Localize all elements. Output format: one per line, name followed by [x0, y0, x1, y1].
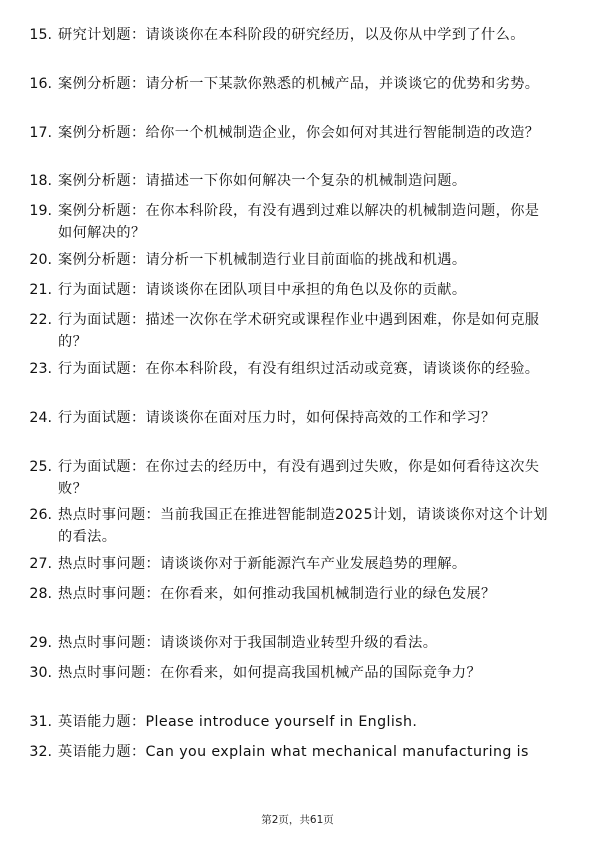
question-text: 研究计划题：请谈谈你在本科阶段的研究经历，以及你从中学到了什么。 — [58, 27, 525, 43]
list-item — [0, 583, 595, 629]
list-item — [0, 200, 595, 246]
question-number: 30. — [29, 664, 52, 681]
question-text: 行为面试题：在你过去的经历中，有没有遇到过失败，你是如何看待这次失败？ — [58, 458, 540, 497]
question-text: 案例分析题：请描述一下你如何解决一个复杂的机械制造问题。 — [58, 173, 467, 190]
question-text: 热点时事问题：在你看来，如何提高我国机械产品的国际竞争力？ — [58, 664, 482, 681]
list-item — [0, 309, 595, 355]
question-number: 22. — [29, 312, 52, 329]
page-footer: 第2页，共61页 — [261, 814, 334, 826]
question-number: 18. — [29, 173, 52, 190]
question-text: 热点时事问题：请谈谈你对于新能源汽车产业发展趋势的理解。 — [58, 556, 467, 573]
list-item — [0, 279, 595, 301]
list-item — [0, 122, 595, 168]
list-item — [0, 407, 595, 453]
question-number: 25. — [29, 458, 52, 475]
list-item — [0, 456, 595, 502]
question-number: 16. — [29, 75, 52, 92]
question-text: 英语能力题：Please introduce yourself in English. — [58, 713, 418, 730]
question-number: 21. — [29, 282, 52, 299]
list-item — [0, 249, 595, 271]
question-text: 案例分析题：请分析一下某款你熟悉的机械产品，并谈谈它的优势和劣势。 — [58, 75, 540, 92]
question-text: 英语能力题：Can you explain what mechanical manufacturing is — [58, 743, 529, 760]
list-item — [0, 553, 595, 575]
list-item — [0, 662, 595, 708]
list-item — [0, 711, 595, 733]
question-number: 28. — [29, 586, 52, 603]
question-text: 热点时事问题：请谈谈你对于我国制造业转型升级的看法。 — [58, 634, 438, 651]
question-number: 20. — [29, 252, 52, 269]
list-item — [0, 358, 595, 404]
question-number: 27. — [29, 556, 52, 573]
question-number: 17. — [29, 124, 52, 141]
question-text: 案例分析题：给你一个机械制造企业，你会如何对其进行智能制造的改造？ — [58, 124, 540, 141]
question-text: 行为面试题：在你本科阶段，有没有组织过活动或竞赛，请谈谈你的经验。 — [58, 360, 540, 377]
question-text: 行为面试题：请谈谈你在面对压力时，如何保持高效的工作和学习？ — [58, 409, 496, 426]
question-number: 19. — [29, 203, 52, 220]
list-item — [0, 504, 595, 550]
question-number: 23. — [29, 360, 52, 377]
question-text: 案例分析题：请分析一下机械制造行业目前面临的挑战和机遇。 — [58, 252, 467, 269]
question-number: 26. — [29, 507, 52, 524]
question-number: 32. — [29, 743, 52, 760]
question-number: 15. — [29, 27, 52, 43]
question-list — [0, 24, 595, 771]
list-item — [0, 73, 595, 119]
list-item — [0, 632, 595, 654]
question-text: 案例分析题：在你本科阶段，有没有遇到过难以解决的机械制造问题，你是如何解决的？ — [58, 203, 540, 242]
list-item — [0, 24, 595, 70]
question-number: 29. — [29, 634, 52, 651]
question-number: 31. — [29, 713, 52, 730]
question-text: 热点时事问题：在你看来，如何推动我国机械制造行业的绿色发展？ — [58, 586, 496, 603]
question-text: 行为面试题：请谈谈你在团队项目中承担的角色以及你的贡献。 — [58, 282, 467, 299]
list-item — [0, 170, 595, 192]
question-text: 行为面试题：描述一次你在学术研究或课程作业中遇到困难，你是如何克服的？ — [58, 312, 540, 351]
question-number: 24. — [29, 409, 52, 426]
list-item — [0, 741, 595, 763]
question-text: 热点时事问题：当前我国正在推进智能制造2025计划，请谈谈你对这个计划的看法。 — [58, 507, 548, 546]
